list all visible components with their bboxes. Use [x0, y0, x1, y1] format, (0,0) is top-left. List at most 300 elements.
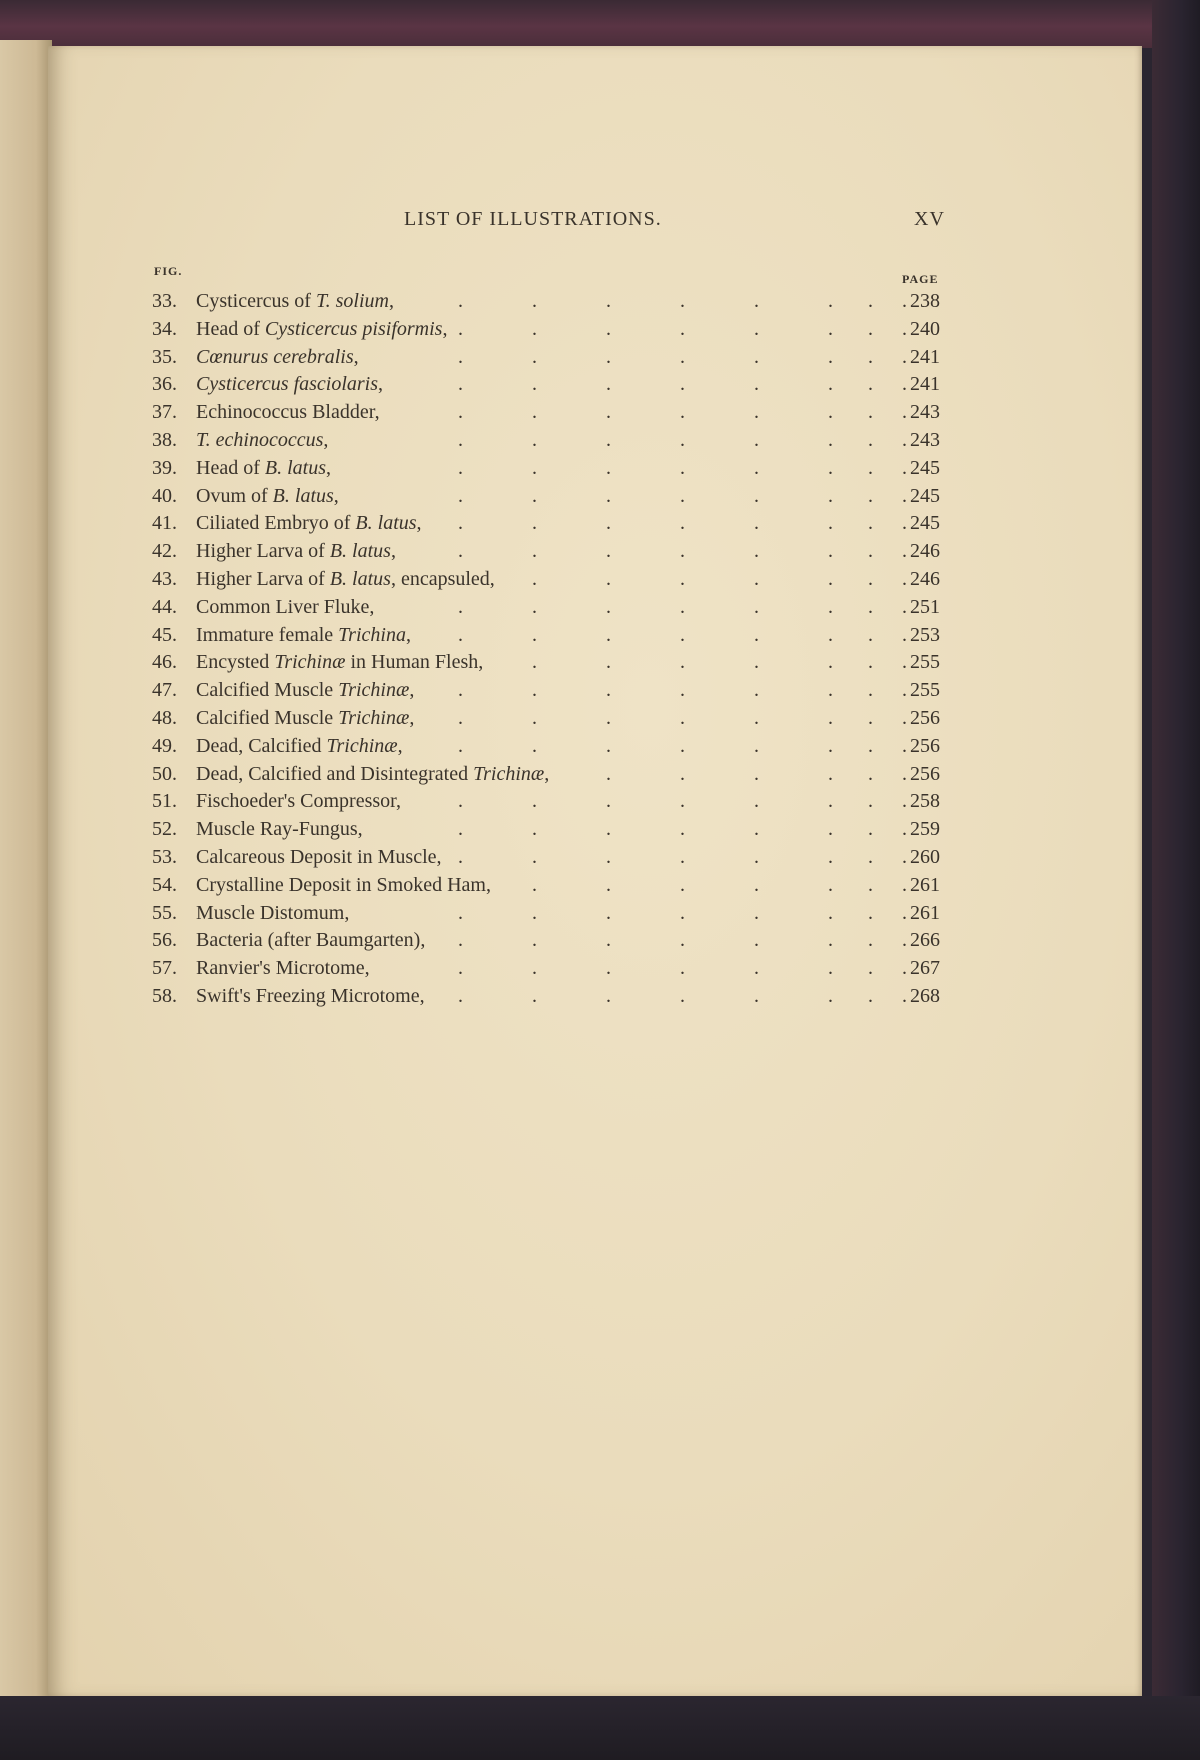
leader-dot: . [458, 901, 463, 924]
leader-dot: . [902, 957, 907, 980]
leader-dot: . [532, 734, 537, 757]
leader-dot: . [902, 290, 907, 312]
leader-dot: . [902, 595, 907, 618]
leader-dot: . [606, 373, 611, 396]
leader-dot: . [680, 651, 685, 674]
leader-dot: . [902, 901, 907, 924]
figure-number: 54. [152, 873, 177, 896]
illustration-title: Dead, Calcified Trichinæ, [196, 734, 403, 757]
leader-dot: . [606, 845, 611, 868]
list-item [48, 455, 1142, 483]
leader-dot: . [902, 512, 907, 535]
leader-dot: . [754, 540, 759, 563]
page-reference: 258 [910, 790, 940, 813]
figure-number: 38. [152, 428, 177, 451]
leader-dot: . [606, 567, 611, 590]
leader-dot: . [902, 540, 907, 563]
leader-dot: . [902, 623, 907, 646]
leader-dot: . [868, 901, 873, 924]
leader-dot: . [532, 873, 537, 896]
figure-number: 53. [152, 845, 177, 868]
leader-dot: . [868, 623, 873, 646]
leader-dot: . [606, 818, 611, 841]
page-reference: 259 [910, 818, 940, 841]
leader-dot: . [754, 428, 759, 451]
leader-dot: . [754, 790, 759, 813]
leader-dot: . [754, 484, 759, 507]
page-reference: 246 [910, 540, 940, 563]
figure-number: 40. [152, 484, 177, 507]
leader-dot: . [680, 401, 685, 424]
leader-dot: . [532, 790, 537, 813]
leader-dot: . [606, 734, 611, 757]
leader-dot: . [828, 845, 833, 868]
leader-dot: . [902, 679, 907, 702]
figure-number: 34. [152, 317, 177, 340]
leader-dot: . [532, 901, 537, 924]
leader-dot: . [754, 401, 759, 424]
illustration-title: Dead, Calcified and Disintegrated Trichinæ, [196, 762, 550, 785]
figure-number: 51. [152, 790, 177, 813]
leader-dot: . [754, 567, 759, 590]
leader-dot: . [828, 623, 833, 646]
figure-number: 37. [152, 401, 177, 424]
list-item [48, 816, 1142, 844]
leader-dot: . [680, 428, 685, 451]
leader-dot: . [606, 595, 611, 618]
leader-dot: . [680, 762, 685, 785]
leader-dot: . [458, 957, 463, 980]
leader-dot: . [754, 845, 759, 868]
leader-dot: . [458, 679, 463, 702]
illustration-title: Muscle Ray-Fungus, [196, 818, 363, 841]
leader-dot: . [606, 762, 611, 785]
leader-dot: . [828, 734, 833, 757]
leader-dot: . [754, 595, 759, 618]
figure-number: 43. [152, 567, 177, 590]
leader-dot: . [532, 428, 537, 451]
illustration-title: Cysticercus of T. solium, [196, 290, 394, 312]
list-item [48, 538, 1142, 566]
leader-dot: . [680, 373, 685, 396]
leader-dot: . [532, 401, 537, 424]
leader-dot: . [868, 845, 873, 868]
leader-dot: . [902, 929, 907, 952]
figure-number: 50. [152, 762, 177, 785]
leader-dot: . [828, 428, 833, 451]
leader-dot: . [680, 540, 685, 563]
leader-dot: . [458, 345, 463, 368]
leader-dot: . [458, 540, 463, 563]
list-item [48, 955, 1142, 983]
leader-dot: . [532, 456, 537, 479]
leader-dot: . [754, 929, 759, 952]
leader-dot: . [828, 290, 833, 312]
running-header [48, 208, 1142, 238]
leader-dot: . [868, 456, 873, 479]
page-reference: 253 [910, 623, 940, 646]
illustration-title: Ciliated Embryo of B. latus, [196, 512, 422, 535]
figure-number: 33. [152, 290, 177, 312]
illustration-title: Calcified Muscle Trichinæ, [196, 706, 415, 729]
list-item [48, 788, 1142, 816]
leader-dot: . [868, 567, 873, 590]
leader-dot: . [828, 345, 833, 368]
leader-dot: . [754, 901, 759, 924]
page-number: XV [914, 208, 945, 230]
leader-dot: . [680, 623, 685, 646]
illustration-title: T. echinococcus, [196, 428, 329, 451]
leader-dot: . [680, 873, 685, 896]
leader-dot: . [754, 623, 759, 646]
leader-dot: . [868, 873, 873, 896]
illustration-title: Cysticercus fasciolaris, [196, 373, 384, 396]
leader-dot: . [828, 540, 833, 563]
leader-dot: . [458, 790, 463, 813]
leader-dot: . [680, 901, 685, 924]
list-item [48, 927, 1142, 955]
leader-dot: . [532, 929, 537, 952]
list-item [48, 622, 1142, 650]
page-reference: 255 [910, 651, 940, 674]
illustration-title: Higher Larva of B. latus, encapsuled, [196, 567, 495, 590]
leader-dot: . [868, 373, 873, 396]
leader-dot: . [902, 762, 907, 785]
leader-dot: . [868, 317, 873, 340]
leader-dot: . [754, 706, 759, 729]
leader-dot: . [902, 734, 907, 757]
book-page [48, 46, 1142, 1696]
leader-dot: . [680, 818, 685, 841]
leader-dot: . [828, 484, 833, 507]
leader-dot: . [902, 984, 907, 1007]
leader-dot: . [902, 456, 907, 479]
figure-number: 58. [152, 984, 177, 1007]
illustration-title: Common Liver Fluke, [196, 595, 375, 618]
leader-dot: . [754, 373, 759, 396]
book-cover-bottom-edge [0, 1696, 1200, 1760]
leader-dot: . [458, 818, 463, 841]
illustration-title: Ovum of B. latus, [196, 484, 339, 507]
page-reference: 268 [910, 984, 940, 1007]
list-item [48, 399, 1142, 427]
list-item [48, 872, 1142, 900]
leader-dot: . [868, 706, 873, 729]
leader-dot: . [532, 679, 537, 702]
list-item [48, 483, 1142, 511]
leader-dot: . [532, 984, 537, 1007]
leader-dot: . [828, 512, 833, 535]
leader-dot: . [532, 345, 537, 368]
list-item [48, 761, 1142, 789]
leader-dot: . [902, 567, 907, 590]
leader-dot: . [606, 456, 611, 479]
leader-dot: . [754, 984, 759, 1007]
leader-dot: . [754, 456, 759, 479]
leader-dot: . [828, 901, 833, 924]
page-reference: 245 [910, 456, 940, 479]
leader-dot: . [902, 345, 907, 368]
leader-dot: . [680, 734, 685, 757]
leader-dot: . [680, 290, 685, 312]
figure-number: 56. [152, 929, 177, 952]
facing-page-edge [0, 40, 52, 1700]
leader-dot: . [606, 651, 611, 674]
leader-dot: . [680, 845, 685, 868]
leader-dot: . [606, 401, 611, 424]
leader-dot: . [532, 623, 537, 646]
leader-dot: . [458, 984, 463, 1007]
leader-dot: . [902, 484, 907, 507]
page-reference: 261 [910, 873, 940, 896]
leader-dot: . [754, 679, 759, 702]
page-reference: 240 [910, 317, 940, 340]
leader-dot: . [458, 456, 463, 479]
leader-dot: . [532, 818, 537, 841]
illustration-title: Higher Larva of B. latus, [196, 540, 396, 563]
list-item [48, 983, 1142, 1011]
leader-dot: . [902, 706, 907, 729]
page-reference: 256 [910, 762, 940, 785]
figure-number: 52. [152, 818, 177, 841]
leader-dot: . [754, 762, 759, 785]
list-item [48, 733, 1142, 761]
leader-dot: . [902, 790, 907, 813]
leader-dot: . [868, 679, 873, 702]
leader-dot: . [868, 984, 873, 1007]
leader-dot: . [458, 734, 463, 757]
leader-dot: . [868, 401, 873, 424]
leader-dot: . [606, 984, 611, 1007]
figure-number: 35. [152, 345, 177, 368]
page-reference: 267 [910, 957, 940, 980]
leader-dot: . [754, 818, 759, 841]
leader-dot: . [606, 317, 611, 340]
leader-dot: . [902, 317, 907, 340]
list-item [48, 344, 1142, 372]
figure-number: 44. [152, 595, 177, 618]
leader-dot: . [532, 512, 537, 535]
leader-dot: . [828, 595, 833, 618]
leader-dot: . [532, 567, 537, 590]
leader-dot: . [606, 929, 611, 952]
page-reference: 266 [910, 929, 940, 952]
leader-dot: . [868, 290, 873, 312]
leader-dot: . [458, 484, 463, 507]
list-item [48, 371, 1142, 399]
leader-dot: . [868, 818, 873, 841]
leader-dot: . [458, 373, 463, 396]
leader-dot: . [828, 679, 833, 702]
leader-dot: . [868, 345, 873, 368]
leader-dot: . [532, 845, 537, 868]
leader-dot: . [828, 790, 833, 813]
leader-dot: . [680, 512, 685, 535]
leader-dot: . [902, 401, 907, 424]
illustration-title: Echinococcus Bladder, [196, 401, 380, 424]
leader-dot: . [754, 317, 759, 340]
leader-dot: . [868, 595, 873, 618]
leader-dot: . [828, 456, 833, 479]
leader-dot: . [606, 512, 611, 535]
leader-dot: . [868, 428, 873, 451]
leader-dot: . [680, 984, 685, 1007]
leader-dot: . [458, 595, 463, 618]
page-reference: 241 [910, 373, 940, 396]
leader-dot: . [868, 929, 873, 952]
figure-number: 39. [152, 456, 177, 479]
page-reference: 256 [910, 734, 940, 757]
figure-number: 47. [152, 679, 177, 702]
page-reference: 243 [910, 401, 940, 424]
leader-dot: . [902, 845, 907, 868]
list-item [48, 649, 1142, 677]
leader-dot: . [828, 706, 833, 729]
leader-dot: . [458, 290, 463, 312]
leader-dot: . [868, 651, 873, 674]
leader-dot: . [606, 345, 611, 368]
leader-dot: . [902, 651, 907, 674]
leader-dot: . [754, 957, 759, 980]
leader-dot: . [828, 984, 833, 1007]
page-reference: 260 [910, 845, 940, 868]
leader-dot: . [458, 512, 463, 535]
page-reference: 243 [910, 428, 940, 451]
figure-number: 48. [152, 706, 177, 729]
leader-dot: . [828, 929, 833, 952]
illustration-title: Crystalline Deposit in Smoked Ham, [196, 873, 491, 896]
leader-dot: . [828, 651, 833, 674]
leader-dot: . [754, 734, 759, 757]
page-reference: 261 [910, 901, 940, 924]
illustration-title: Swift's Freezing Microtome, [196, 984, 425, 1007]
page-reference: 255 [910, 679, 940, 702]
leader-dot: . [680, 679, 685, 702]
leader-dot: . [680, 345, 685, 368]
leader-dot: . [458, 428, 463, 451]
figure-number: 49. [152, 734, 177, 757]
list-item [48, 844, 1142, 872]
illustration-title: Head of B. latus, [196, 456, 331, 479]
book-cover-right-edge [1152, 0, 1200, 1760]
leader-dot: . [458, 706, 463, 729]
leader-dot: . [868, 484, 873, 507]
figure-number: 57. [152, 957, 177, 980]
leader-dot: . [828, 957, 833, 980]
leader-dot: . [680, 790, 685, 813]
figure-number: 55. [152, 901, 177, 924]
list-item [48, 288, 1142, 316]
illustration-title: Ranvier's Microtome, [196, 957, 370, 980]
leader-dot: . [902, 373, 907, 396]
leader-dot: . [868, 762, 873, 785]
leader-dot: . [680, 706, 685, 729]
leader-dot: . [458, 623, 463, 646]
figure-number: 42. [152, 540, 177, 563]
page-reference: 256 [910, 706, 940, 729]
leader-dot: . [458, 401, 463, 424]
list-item [48, 594, 1142, 622]
list-item [48, 900, 1142, 928]
leader-dot: . [828, 762, 833, 785]
illustration-title: Cœnurus cerebralis, [196, 345, 359, 368]
page-column-label: PAGE [902, 272, 939, 286]
illustration-title: Muscle Distomum, [196, 901, 350, 924]
list-item [48, 427, 1142, 455]
leader-dot: . [828, 373, 833, 396]
illustration-title: Fischoeder's Compressor, [196, 790, 401, 813]
leader-dot: . [902, 818, 907, 841]
illustration-title: Calcareous Deposit in Muscle, [196, 845, 442, 868]
figure-number: 41. [152, 512, 177, 535]
page-reference: 241 [910, 345, 940, 368]
leader-dot: . [532, 290, 537, 312]
illustration-title: Encysted Trichinæ in Human Flesh, [196, 651, 484, 674]
leader-dot: . [680, 317, 685, 340]
illustration-title: Head of Cysticercus pisiformis, [196, 317, 448, 340]
leader-dot: . [532, 651, 537, 674]
leader-dot: . [754, 873, 759, 896]
list-item [48, 566, 1142, 594]
leader-dot: . [532, 373, 537, 396]
figure-number: 36. [152, 373, 177, 396]
page-reference: 245 [910, 512, 940, 535]
leader-dot: . [868, 734, 873, 757]
column-labels [48, 264, 1142, 284]
fig-column-label: FIG. [154, 264, 183, 278]
leader-dot: . [828, 317, 833, 340]
list-item [48, 677, 1142, 705]
illustration-title: Calcified Muscle Trichinæ, [196, 679, 415, 702]
leader-dot: . [532, 957, 537, 980]
leader-dot: . [606, 957, 611, 980]
leader-dot: . [680, 595, 685, 618]
leader-dot: . [680, 456, 685, 479]
leader-dot: . [680, 567, 685, 590]
figure-number: 46. [152, 651, 177, 674]
leader-dot: . [606, 484, 611, 507]
leader-dot: . [606, 623, 611, 646]
leader-dot: . [606, 428, 611, 451]
figure-number: 45. [152, 623, 177, 646]
leader-dot: . [606, 901, 611, 924]
list-item [48, 316, 1142, 344]
leader-dot: . [606, 706, 611, 729]
leader-dot: . [754, 651, 759, 674]
leader-dot: . [868, 540, 873, 563]
leader-dot: . [458, 929, 463, 952]
leader-dot: . [828, 401, 833, 424]
leader-dot: . [902, 873, 907, 896]
illustration-list [48, 288, 1142, 1011]
list-item [48, 510, 1142, 538]
leader-dot: . [458, 317, 463, 340]
page-reference: 245 [910, 484, 940, 507]
illustration-title: Bacteria (after Baumgarten), [196, 929, 426, 952]
leader-dot: . [606, 679, 611, 702]
leader-dot: . [606, 790, 611, 813]
leader-dot: . [828, 818, 833, 841]
leader-dot: . [680, 484, 685, 507]
book-cover-top-edge [0, 0, 1200, 48]
leader-dot: . [606, 290, 611, 312]
leader-dot: . [868, 512, 873, 535]
leader-dot: . [532, 317, 537, 340]
page-reference: 251 [910, 595, 940, 618]
leader-dot: . [902, 428, 907, 451]
leader-dot: . [606, 540, 611, 563]
leader-dot: . [868, 790, 873, 813]
